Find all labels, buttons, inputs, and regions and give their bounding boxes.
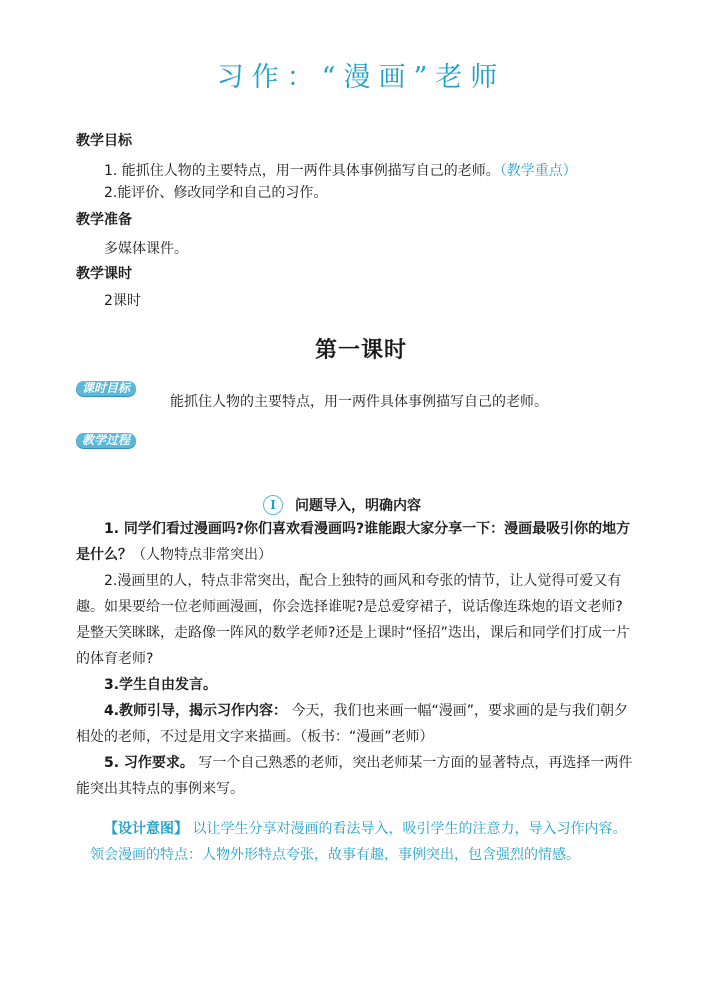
section-title: 问题导入，明确内容: [295, 498, 421, 514]
prep-text: 多媒体课件。: [104, 241, 188, 257]
paragraph-5-text: 写一个自己熟悉的老师，突出老师某一方面的显著特点，再选择一两件能突出其特点的事例来写。: [76, 755, 633, 797]
hours-heading: 教学课时: [76, 266, 132, 282]
goal-item-1-text: 1. 能抓住人物的主要特点，用一两件具体事例描写自己的老师。: [104, 163, 500, 179]
paragraph-3-text: 3.学生自由发言。: [104, 677, 218, 693]
paragraph-5-lead: 5. 习作要求。: [104, 755, 194, 771]
paragraph-4: [76, 698, 636, 750]
hours-text: 2课时: [104, 293, 141, 309]
paragraph-4-lead: 4.教师引导，揭示习作内容：: [104, 703, 288, 719]
paragraph-5: [76, 750, 636, 802]
paragraph-3: [76, 672, 636, 698]
lesson-goal-text: 能抓住人物的主要特点，用一两件具体事例描写自己的老师。: [170, 394, 548, 410]
paragraph-4-text: 今天，我们也来画一幅“漫画”，要求画的是与我们朝夕相处的老师，不过是用文字来描画。（板书：“漫画”老师）: [76, 703, 629, 745]
design-intent-text: 以让学生分享对漫画的看法导入，吸引学生的注意力，导入习作内容。领会漫画的特点：人物外形特点夸张，故事有趣，事例突出，包含强烈的情感。: [90, 821, 627, 863]
goal-item-2: 2.能评价、修改同学和自己的习作。: [104, 185, 328, 201]
lesson-title: 第一课时: [314, 337, 407, 363]
paragraph-1: [76, 516, 636, 568]
section-number-circle: I: [263, 495, 283, 515]
section-heading: [263, 495, 421, 515]
goal-item-1: [104, 160, 577, 180]
lesson-goal-badge: 课时目标: [76, 381, 136, 396]
goals-heading: 教学目标: [76, 133, 132, 149]
design-intent-label: 【设计意图】: [104, 821, 188, 837]
paragraph-2: 2.漫画里的人，特点非常突出，配合上独特的画风和夸张的情节，让人觉得可爱又有趣。如果要给一位老师画漫画，你会选择谁呢?是总爱穿裙子，说话像连珠炮的语文老师?是整天笑眯眯，走路像一阵风的数学老师?还是上课时“怪招”迭出，课后和同学们打成一片的体育老师?: [76, 573, 630, 667]
paragraph-1-note: （人物特点非常突出）: [132, 547, 272, 563]
prep-heading: 教学准备: [76, 212, 132, 228]
design-intent: [90, 816, 635, 868]
document-title: 习作：“漫画”老师: [216, 62, 506, 93]
key-point-tag: （教学重点）: [499, 163, 577, 179]
paragraph-1-question: 1. 同学们看过漫画吗?你们喜欢看漫画吗?谁能跟大家分享一下：漫画最吸引你的地方是什么？: [76, 521, 631, 563]
process-badge: 教学过程: [76, 433, 136, 448]
